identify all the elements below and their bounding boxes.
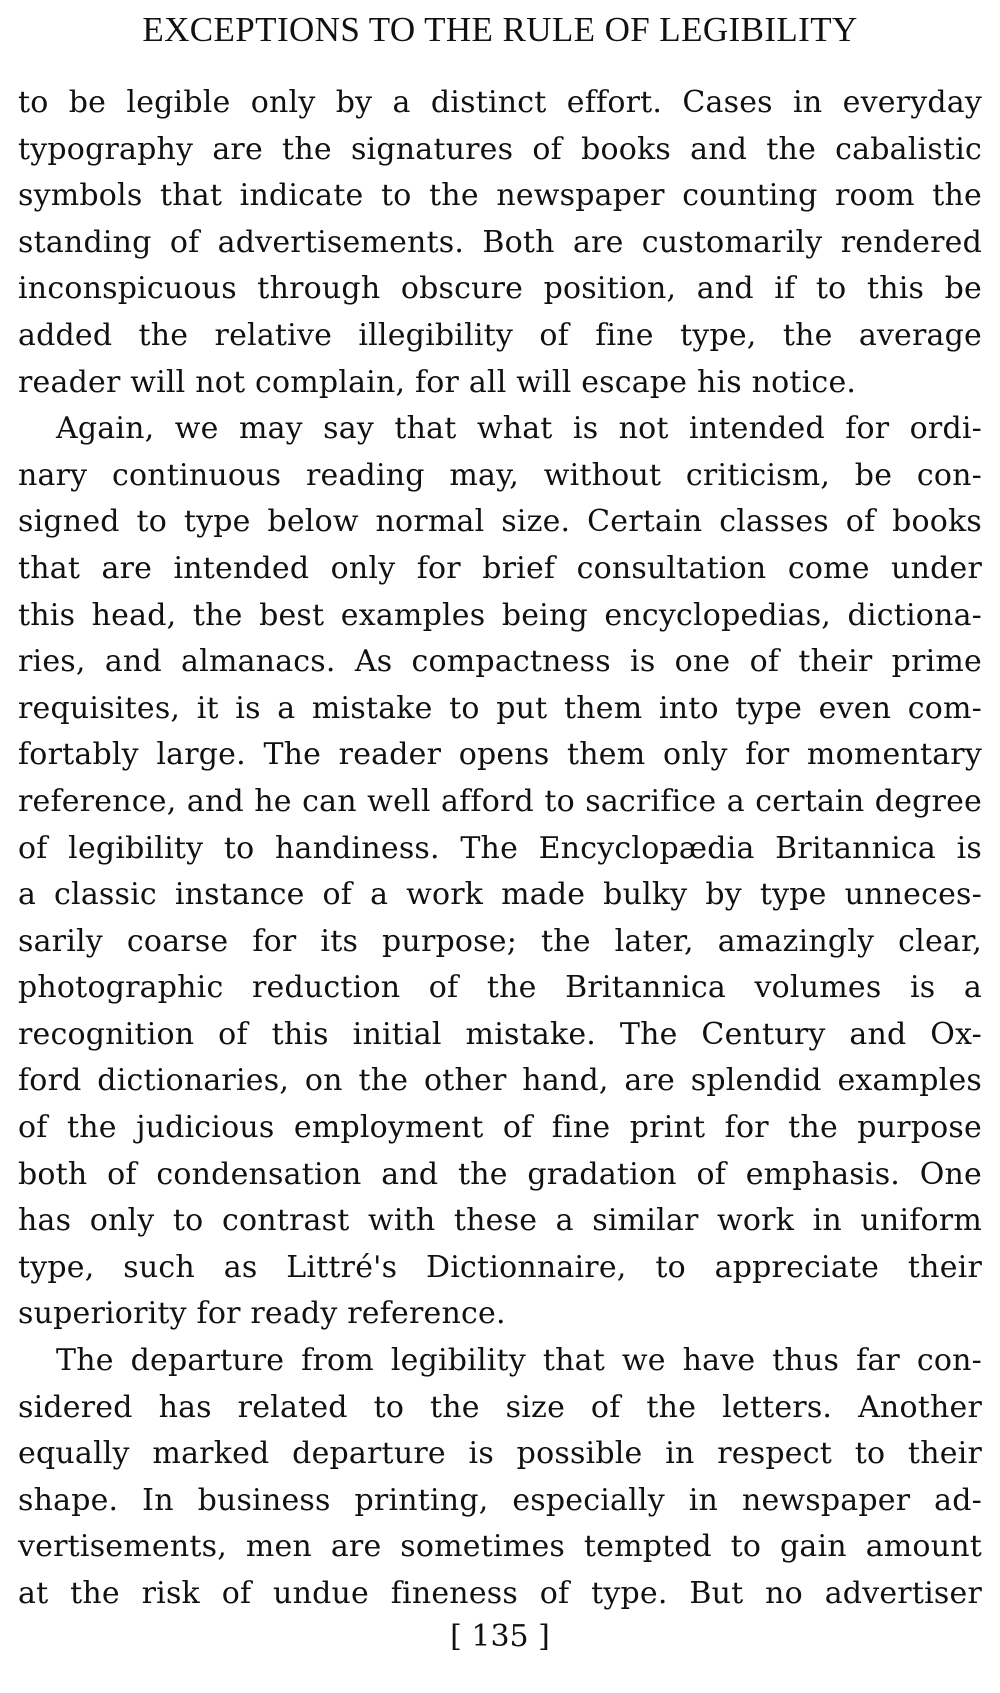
text-line: inconspicuous through obscure position, and if to this be xyxy=(18,271,982,307)
text-line: a classic instance of a work made bulky by type unneces- xyxy=(18,877,982,913)
text-line: equally marked departure is possible in respect to their xyxy=(18,1436,982,1472)
text-line: fortably large. The reader opens them only for momentary xyxy=(18,737,982,773)
text-line: symbols that indicate to the newspaper counting room the xyxy=(18,178,982,214)
text-line: shape. In business printing, especially in newspaper ad- xyxy=(18,1482,982,1518)
text-line: added the relative illegibility of fine type, the average xyxy=(18,317,982,353)
paragraph-3 xyxy=(18,1338,982,1618)
paragraph-2 xyxy=(18,406,982,1338)
text-line: ries, and almanacs. As compactness is one of their prime xyxy=(18,644,982,680)
text-line: ford dictionaries, on the other hand, are splendid examples xyxy=(18,1063,982,1099)
text-line: of the judicious employment of fine print for the purpose xyxy=(18,1110,982,1146)
text-line: typography are the signatures of books and the cabalistic xyxy=(18,131,982,167)
text-line: recognition of this initial mistake. The Century and Ox- xyxy=(18,1016,982,1052)
page-number: [ 135 ] xyxy=(450,1619,550,1654)
text-line: sarily coarse for its purpose; the later, amazingly clear, xyxy=(18,923,982,959)
text-line: that are intended only for brief consultation come under xyxy=(18,550,982,586)
text-line: signed to type below normal size. Certain classes of books xyxy=(18,504,982,540)
book-page xyxy=(18,0,982,1693)
text-line: superiority for ready reference. xyxy=(18,1296,506,1332)
text-line: photographic reduction of the Britannica volumes is a xyxy=(18,970,982,1006)
text-line: this head, the best examples being encyclopedias, dictiona- xyxy=(18,597,982,633)
text-line: Again, we may say that what is not intended for ordi- xyxy=(56,411,982,447)
text-line: type, such as Littré's Dictionnaire, to appreciate their xyxy=(18,1249,982,1285)
text-line: at the risk of undue fineness of type. But no advertiser xyxy=(18,1576,982,1611)
body-text xyxy=(18,80,982,1618)
text-line: both of condensation and the gradation of emphasis. One xyxy=(18,1156,982,1192)
text-line: requisites, it is a mistake to put them into type even com- xyxy=(18,690,982,726)
text-line: nary continuous reading may, without criticism, be con- xyxy=(18,457,982,493)
text-line: reader will not complain, for all will escape his notice. xyxy=(18,364,857,400)
text-line: standing of advertisements. Both are customarily rendered xyxy=(18,224,982,260)
text-line: of legibility to handiness. The Encyclopædia Britannica is xyxy=(18,830,982,866)
text-line: The departure from legibility that we have thus far con- xyxy=(56,1343,982,1379)
paragraph-1 xyxy=(18,80,982,406)
text-line: to be legible only by a distinct effort. Cases in everyday xyxy=(18,85,982,120)
text-line: sidered has related to the size of the letters. Another xyxy=(18,1389,982,1425)
text-line: reference, and he can well afford to sacrifice a certain degree xyxy=(18,783,982,819)
running-head: EXCEPTIONS TO THE RULE OF LEGIBILITY xyxy=(142,10,858,49)
text-line: has only to contrast with these a similar work in uniform xyxy=(18,1203,982,1239)
text-line: vertisements, men are sometimes tempted to gain amount xyxy=(18,1529,982,1565)
